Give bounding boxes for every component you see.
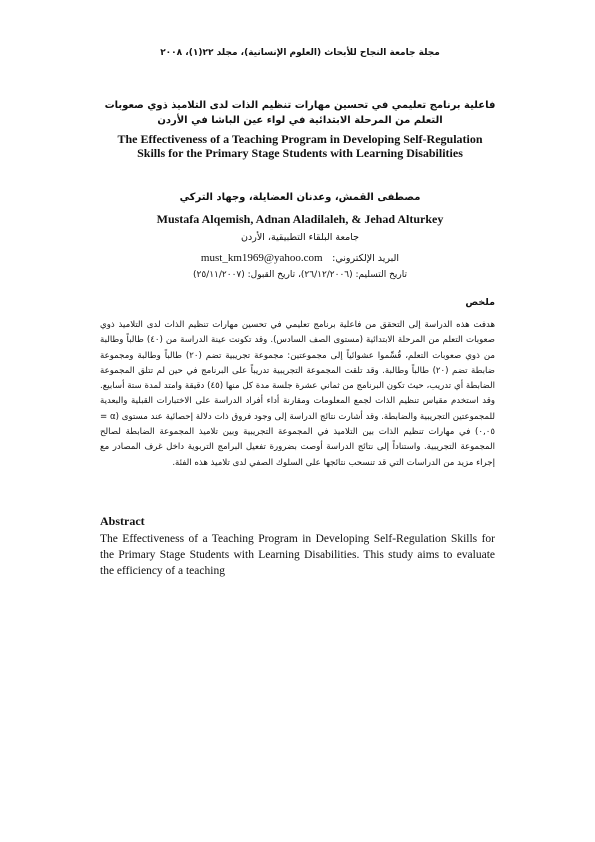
journal-header: مجلة جامعة النجاح للأبحاث (العلوم الإنسانية)، مجلد ٢٢(١)، ٢٠٠٨: [160, 48, 440, 58]
english-abstract-body: The Effectiveness of a Teaching Program in Developing Self-Regulation Skills for the Primary Stage Students with Learning Disabilities. This study aims to evaluate the efficiency of a teaching: [100, 533, 495, 577]
arabic-title: فاعلية برنامج تعليمي في تحسين مهارات تنظيم الذات لدى التلاميذ ذوي صعوبات التعلم من المرحلة الابتدائية في لواء عين الباشا في الأردن: [104, 100, 496, 126]
english-abstract-heading: Abstract: [100, 514, 145, 528]
email-address[interactable]: must_km1969@yahoo.com: [200, 252, 323, 264]
arabic-abstract-body: هدفت هذه الدراسة إلى التحقق من فاعلية برنامج تعليمي في تحسين مهارات تنظيم الذات لدى التلاميذ ذوي صعوبات التعلم من المرحلة الابتدائية (مستوى الصف السادس). وقد تكونت عينة الدراسة من (٤٠) طالباً وطالبة من ذوي صعوبات التعلم، قُسِّموا عشوائياً إلى مجموعتين: مجموعة تجريبية تضم (٢٠) طالباً وطالبة ومجموعة ضابطة تضم (٢٠) طالباً وطالبة. وقد تلقت المجموعة التجريبية تدريباً على البرنامج في حين لم تتلق المجموعة الضابطة أي تدريب، حيث تكون البرنامج من ثماني عشرة جلسة مدة كل منها (٤٥) دقيقة وامتد لمدة ستة أسابيع. وقد استخدم مقياس تنظيم الذات لجمع المعلومات ومقارنة أداء أفراد الدراسة على الاختبارات القبلية والبعدية للمجموعتين التجريبية والضابطة. وقد أشارت نتائج الدراسة إلى وجود فروق ذات دلالة إحصائية عند مستوى (α = ٠,٠٥) في مهارات تنظيم الذات بين التلاميذ في المجموعة التجريبية وبين تلاميذ المجموعة الضابطة لصالح المجموعة التجريبية. واستناداً إلى نتائج الدراسة أوصت بضرورة تفعيل البرامج التربوية داخل غرف المصادر مع إجراء مزيد من الدراسات التي قد تنسحب نتائجها على السلوك الصفي لدى تلاميذ هذه الفئة.: [100, 320, 495, 468]
arabic-abstract-heading: ملخص: [465, 297, 495, 308]
email-label: البريد الإلكتروني:: [332, 253, 400, 264]
affiliation: جامعة البلقاء التطبيقية، الأردن: [241, 232, 359, 243]
english-authors: Mustafa Alqemish, Adnan Aladilaleh, & Jehad Alturkey: [156, 212, 444, 226]
english-title: The Effectiveness of a Teaching Program in Developing Self-Regulation Skills for the Primary Stage Students with Learning Disabilities: [117, 132, 483, 160]
submission-dates: تاريخ التسليم: (٢٦/١٢/٢٠٠٦)، تاريخ القبول: (٢٥/١١/٢٠٠٧): [192, 270, 408, 280]
email-line: [100, 252, 500, 264]
arabic-authors: مصطفى القمش، وعدنان العضايلة، وجهاد التركي: [179, 192, 421, 203]
